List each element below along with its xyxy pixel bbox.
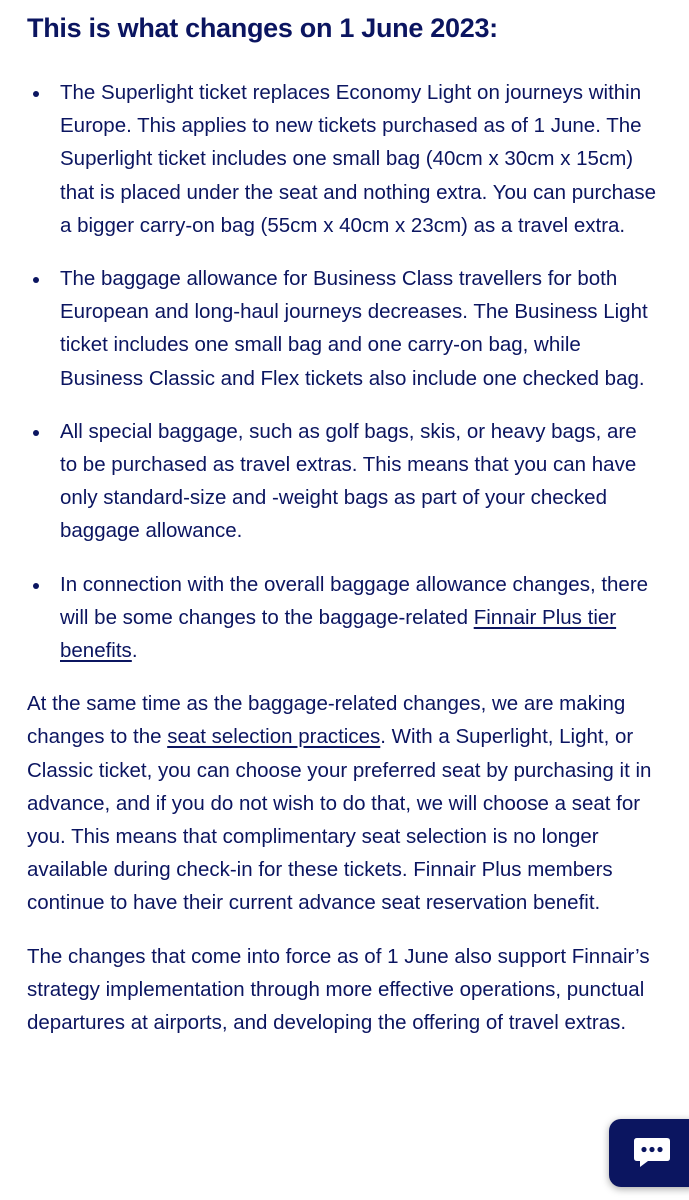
strategy-paragraph: The changes that come into force as of 1 June also support Finnair’s strategy implementation through more effective operations, punctual departures at airports, and developing the offering of travel extras.	[27, 944, 650, 1035]
list-item	[27, 76, 659, 242]
list-item-text: All special baggage, such as golf bags, skis, or heavy bags, are to be purchased as travel extras. This means that you can have only standard-size and -weight bags as part of your checked baggage allowance.	[60, 419, 637, 543]
seat-selection-paragraph	[27, 687, 659, 919]
bullet-dot	[33, 91, 39, 97]
list-item-text: The Superlight ticket replaces Economy Light on journeys within Europe. This applies to new tickets purchased as of 1 June. The Superlight ticket includes one small bag (40cm x 30cm x 15cm) that is placed under the seat and nothing extra. You can purchase a bigger carry-on bag (55cm x 40cm x 23cm) as a travel extra.	[60, 81, 657, 237]
list-item-text: In connection with the overall baggage allowance changes, there will be some changes to the baggage-related	[60, 572, 649, 629]
page-heading: This is what changes on 1 June 2023:	[27, 13, 498, 43]
list-item	[27, 568, 659, 668]
bullet-dot	[33, 430, 39, 436]
list-item	[27, 415, 659, 548]
paragraph-text-end: . With a Superlight, Light, or Classic ticket, you can choose your preferred seat by purchasing it in advance, and if you do not wish to do that, we will choose a seat for you. This means that complimentary seat selection is no longer available during check-in for these tickets. Finnair Plus members continue to have their current advance seat reservation benefit.	[27, 725, 652, 915]
bullet-dot	[33, 277, 39, 283]
article-content	[27, 0, 659, 1059]
list-item-text: The baggage allowance for Business Class travellers for both European and long-haul journeys decreases. The Business Light ticket includes one small bag and one carry-on bag, while Business Classic and Flex tickets also include one checked bag.	[60, 267, 648, 390]
bullet-dot	[33, 583, 39, 589]
chat-button[interactable]	[609, 1119, 689, 1187]
paragraph-text: At the same time as the baggage-related changes, we are making changes to the	[27, 692, 626, 749]
list-item-text-end: .	[131, 639, 138, 663]
seat-selection-practices-link[interactable]: seat selection practices	[167, 725, 381, 749]
chat-bubble-icon	[632, 1136, 672, 1170]
finnair-plus-tier-benefits-link[interactable]: Finnair Plus tier benefits	[60, 605, 617, 663]
changes-list	[27, 76, 659, 667]
list-item	[27, 262, 659, 395]
